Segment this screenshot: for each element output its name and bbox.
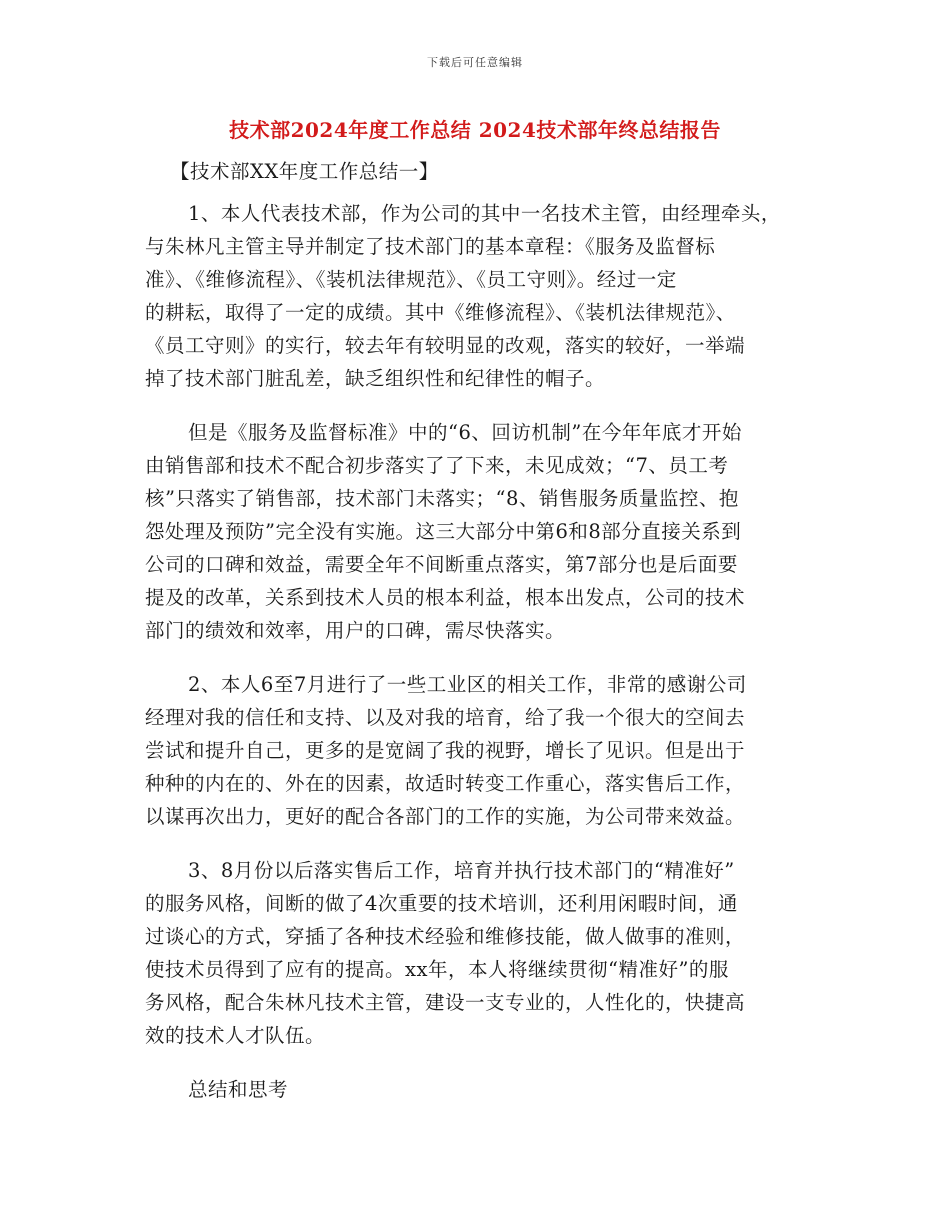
document-title: 技术部2024年度工作总结 2024技术部年终总结报告: [229, 118, 721, 142]
paragraph-line: 公司的口碑和效益，需要全年不间断重点落实，第7部分也是后面要: [145, 553, 738, 576]
paragraph-line: 1、本人代表技术部，作为公司的其中一名技术主管，由经理牵头，: [188, 202, 781, 225]
paragraph-line: 核”只落实了销售部，技术部门未落实；“8、销售服务质量监控、抱: [145, 487, 739, 510]
paragraph-line: 效的技术人才队伍。: [145, 1024, 326, 1047]
paragraph-line: 务风格，配合朱林凡技术主管，建设一支专业的，人性化的，快捷高: [145, 991, 746, 1014]
paragraph-line: 的耕耘，取得了一定的成绩。其中《维修流程》、《装机法律规范》、: [145, 301, 736, 324]
paragraph-line: 使技术员得到了应有的提高。xx年，本人将继续贯彻“精准好”的服: [145, 958, 729, 981]
paragraph-line: 提及的改革，关系到技术人员的根本利益，根本出发点，公司的技术: [145, 586, 746, 609]
paragraph-line: 种种的内在的、外在的因素，故适时转变工作重心，落实售后工作，: [145, 772, 746, 795]
paragraph-line: 准》、《维修流程》、《装机法律规范》、《员工守则》。经过一定: [145, 268, 677, 291]
page-header: 下载后可任意编辑: [427, 56, 523, 69]
paragraph-line: 怨处理及预防”完全没有实施。这三大部分中第6和8部分直接关系到: [145, 520, 742, 543]
paragraph-line: 《员工守则》的实行，较去年有较明显的改观，落实的较好，一举端: [145, 334, 746, 357]
paragraph-line: 与朱林凡主管主导并制定了技术部门的基本章程：《服务及监督标: [145, 235, 716, 258]
subsection-heading: 总结和思考: [188, 1078, 289, 1101]
section-heading: 【技术部XX年度工作总结一】: [170, 160, 439, 183]
paragraph-line: 经理对我的信任和支持、以及对我的培育，给了我一个很大的空间去: [145, 706, 746, 729]
paragraph-line: 的服务风格，间断的做了4次重要的技术培训，还利用闲暇时间，通: [145, 892, 738, 915]
paragraph-line: 部门的绩效和效率，用户的口碑，需尽快落实。: [145, 619, 566, 642]
paragraph-line: 过谈心的方式，穿插了各种技术经验和维修技能，做人做事的准则，: [145, 925, 746, 948]
paragraph-line: 2、本人6至7月进行了一些工业区的相关工作，非常的感谢公司: [188, 673, 747, 696]
paragraph-line: 但是《服务及监督标准》中的“6、回访机制”在今年年底才开始: [188, 421, 742, 444]
paragraph-line: 以谋再次出力，更好的配合各部门的工作的实施，为公司带来效益。: [145, 805, 746, 828]
paragraph-line: 由销售部和技术不配合初步落实了了下来，未见成效；“7、员工考: [145, 454, 729, 477]
paragraph-line: 掉了技术部门脏乱差，缺乏组织性和纪律性的帽子。: [145, 367, 606, 390]
paragraph-line: 尝试和提升自己，更多的是宽阔了我的视野，增长了见识。但是出于: [145, 739, 746, 762]
paragraph-line: 3、8月份以后落实售后工作，培育并执行技术部门的“精准好”: [188, 859, 735, 882]
